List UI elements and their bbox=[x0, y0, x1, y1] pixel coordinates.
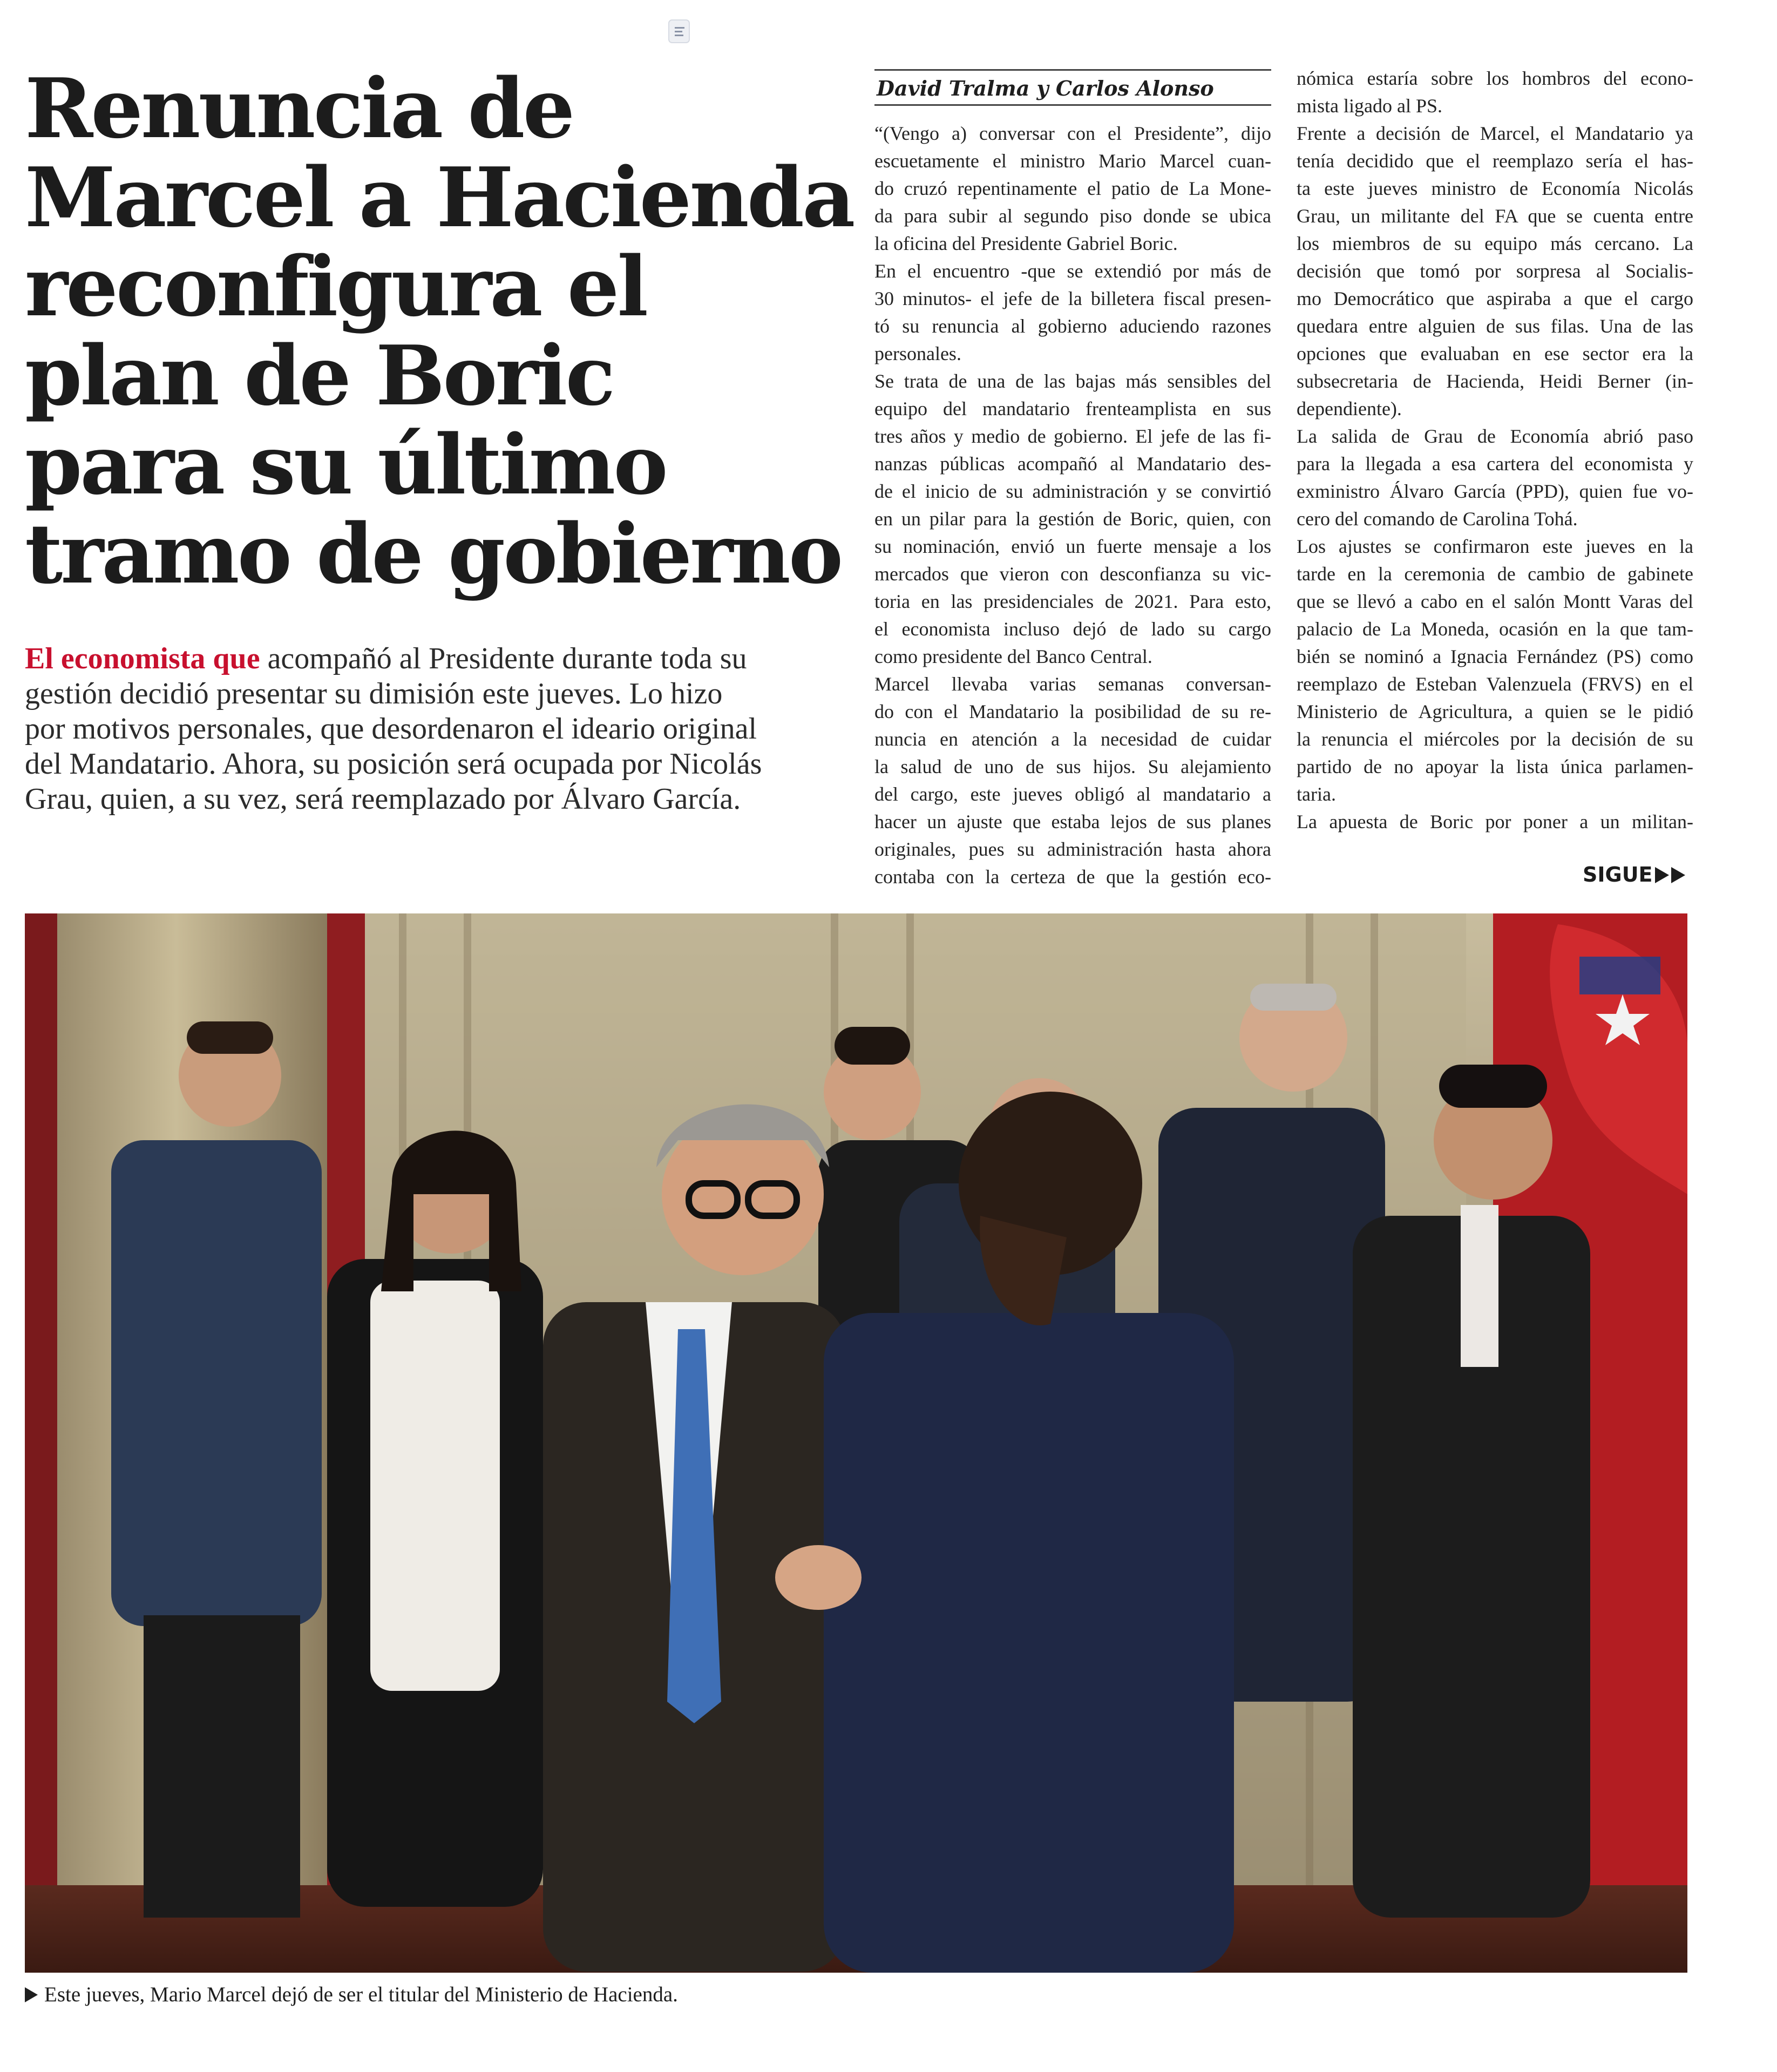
body-text-line: 30 minutos- el jefe de la billetera fiscal presen- bbox=[874, 288, 1271, 309]
body-text-line: subsecretaria de Hacienda, Heidi Berner (in- bbox=[1297, 370, 1693, 392]
body-text-line: tres años y medio de gobierno. El jefe de las fi- bbox=[874, 425, 1271, 447]
headline-line: reconfigura el bbox=[25, 238, 647, 335]
body-text-line: de el inicio de su administración y se convirtió bbox=[874, 480, 1271, 502]
body-text-line: reemplazo de Esteban Valenzuela (FRVS) en el bbox=[1297, 673, 1693, 695]
body-text-line: nómica estaría sobre los hombros del econo- bbox=[1297, 67, 1693, 89]
byline-text: David Tralma y Carlos Alonso bbox=[877, 76, 1214, 100]
body-text-line: que se llevó a cabo en el salón Montt Varas del bbox=[1297, 591, 1693, 612]
body-text-line: como presidente del Banco Central. bbox=[874, 646, 1152, 667]
lead-line bbox=[25, 641, 856, 676]
body-text-line: “(Vengo a) conversar con el Presidente”, dijo bbox=[874, 123, 1271, 144]
body-text-line: La salida de Grau de Economía abrió paso bbox=[1297, 425, 1693, 447]
body-text-line: nuncia en atención a la necesidad de cuidar bbox=[874, 728, 1271, 750]
headline-line: Marcel a Hacienda bbox=[25, 149, 853, 246]
lead-line: gestión decidió presentar su dimisión este jueves. Lo hizo bbox=[25, 677, 723, 710]
headline bbox=[25, 60, 867, 602]
body-text-line: originales, pues su administración hasta ahora bbox=[874, 838, 1271, 860]
body-text-line: do cruzó repentinamente el patio de La Mone- bbox=[874, 178, 1271, 199]
note-icon[interactable] bbox=[668, 19, 690, 43]
body-text-line: taria. bbox=[1297, 783, 1336, 805]
body-text-line: la oficina del Presidente Gabriel Boric. bbox=[874, 233, 1178, 254]
body-text-line: Marcel llevaba varias semanas conversan- bbox=[874, 673, 1271, 695]
lead-paragraph bbox=[25, 641, 856, 817]
body-text-line: mercados que vieron con desconfianza su vic- bbox=[874, 563, 1271, 585]
body-text-line: do con el Mandatario la posibilidad de su re- bbox=[874, 701, 1271, 722]
lead-line: Grau, quien, a su vez, será reemplazado por Álvaro García. bbox=[25, 782, 741, 816]
body-text-line: personales. bbox=[874, 343, 961, 364]
body-text-line: tarde en la ceremonia de cambio de gabinete bbox=[1297, 563, 1693, 585]
body-text-line: equipo del mandatario frenteamplista en sus bbox=[874, 398, 1271, 419]
body-text-line: dependiente). bbox=[1297, 398, 1402, 419]
article-column-2 bbox=[1297, 65, 1693, 836]
article-column-1 bbox=[874, 120, 1271, 891]
body-text-line: En el encuentro -que se extendió por más de bbox=[874, 260, 1271, 282]
body-text-line: contaba con la certeza de que la gestión eco- bbox=[874, 866, 1271, 888]
headline-line: tramo de gobierno bbox=[25, 505, 842, 602]
triangle-arrow-icon bbox=[25, 1987, 38, 2002]
body-text-line: tenía decidido que el reemplazo sería el has- bbox=[1297, 150, 1693, 172]
headline-line: para su último bbox=[25, 416, 666, 513]
body-text-line: da para subir al segundo piso donde se ubica bbox=[874, 205, 1271, 227]
body-text-line: la salud de uno de sus hijos. Su alejamiento bbox=[874, 756, 1271, 777]
body-text-line: mista ligado al PS. bbox=[1297, 95, 1442, 117]
body-text-line: los miembros de su equipo más cercano. La bbox=[1297, 233, 1693, 254]
lead-line: del Mandatario. Ahora, su posición será ocupada por Nicolás bbox=[25, 747, 762, 781]
body-text-line: en un pilar para la gestión de Boric, quien, con bbox=[874, 508, 1271, 530]
article-photo bbox=[25, 913, 1687, 1973]
body-text-line: nanzas públicas acompañó al Mandatario des- bbox=[874, 453, 1271, 475]
body-text-line: tó su renuncia al gobierno aduciendo razones bbox=[874, 315, 1271, 337]
body-text-line: Grau, un militante del FA que se cuenta entre bbox=[1297, 205, 1693, 227]
body-text-line: ta este jueves ministro de Economía Nicolás bbox=[1297, 178, 1693, 199]
body-text-line: el economista incluso dejó de lado su cargo bbox=[874, 618, 1271, 640]
body-text-line: palacio de La Moneda, ocasión en la que tam- bbox=[1297, 618, 1693, 640]
body-text-line: su nominación, envió un fuerte mensaje a los bbox=[874, 536, 1271, 557]
headline-line: Renuncia de bbox=[25, 60, 573, 157]
body-text-line: del cargo, este jueves obligó al mandatario a bbox=[874, 783, 1271, 805]
body-text-line: decisión que tomó por sorpresa al Socialis- bbox=[1297, 260, 1693, 282]
body-text-line: opciones que evaluaban en ese sector era la bbox=[1297, 343, 1693, 364]
continue-label: SIGUE bbox=[1583, 863, 1653, 886]
lead-line-text: acompañó al Presidente durante toda su bbox=[260, 642, 747, 675]
body-text-line: partido de no apoyar la lista única parlamen- bbox=[1297, 756, 1693, 777]
body-text-line: Frente a decisión de Marcel, el Mandatario ya bbox=[1297, 123, 1693, 144]
lead-kicker: El economista que bbox=[25, 642, 260, 675]
body-text-line: bién se nominó a Ignacia Fernández (PS) como bbox=[1297, 646, 1693, 667]
body-text-line: toria en las presidenciales de 2021. Para esto, bbox=[874, 591, 1271, 612]
body-text-line: Los ajustes se confirmaron este jueves en la bbox=[1297, 536, 1693, 557]
body-text-line: escuetamente el ministro Mario Marcel cuan- bbox=[874, 150, 1271, 172]
body-text-line: cero del comando de Carolina Tohá. bbox=[1297, 508, 1578, 530]
body-text-line: La apuesta de Boric por poner a un militan- bbox=[1297, 811, 1693, 832]
lead-line: por motivos personales, que desordenaron el ideario original bbox=[25, 712, 757, 746]
body-text-line: mo Democrático que aspiraba a que el cargo bbox=[1297, 288, 1693, 309]
body-text-line: la renuncia el miércoles por la decisión de su bbox=[1297, 728, 1693, 750]
body-text-line: hacer un ajuste que estaba lejos de sus planes bbox=[874, 811, 1271, 832]
body-text-line: exministro Álvaro García (PPD), quien fue vo- bbox=[1297, 480, 1693, 502]
body-text-line: para la llegada a esa cartera del economista y bbox=[1297, 453, 1693, 475]
photo-caption bbox=[25, 1982, 888, 2007]
body-text-line: quedara entre alguien de sus filas. Una de las bbox=[1297, 315, 1693, 337]
byline bbox=[874, 69, 1271, 106]
double-arrow-icon bbox=[1655, 866, 1687, 884]
caption-text: Este jueves, Mario Marcel dejó de ser el titular del Ministerio de Hacienda. bbox=[44, 1983, 678, 2006]
headline-line: plan de Boric bbox=[25, 327, 614, 424]
body-text-line: Se trata de una de las bajas más sensibles del bbox=[874, 370, 1271, 392]
body-text-line: Ministerio de Agricultura, a quien se le pidió bbox=[1297, 701, 1693, 722]
